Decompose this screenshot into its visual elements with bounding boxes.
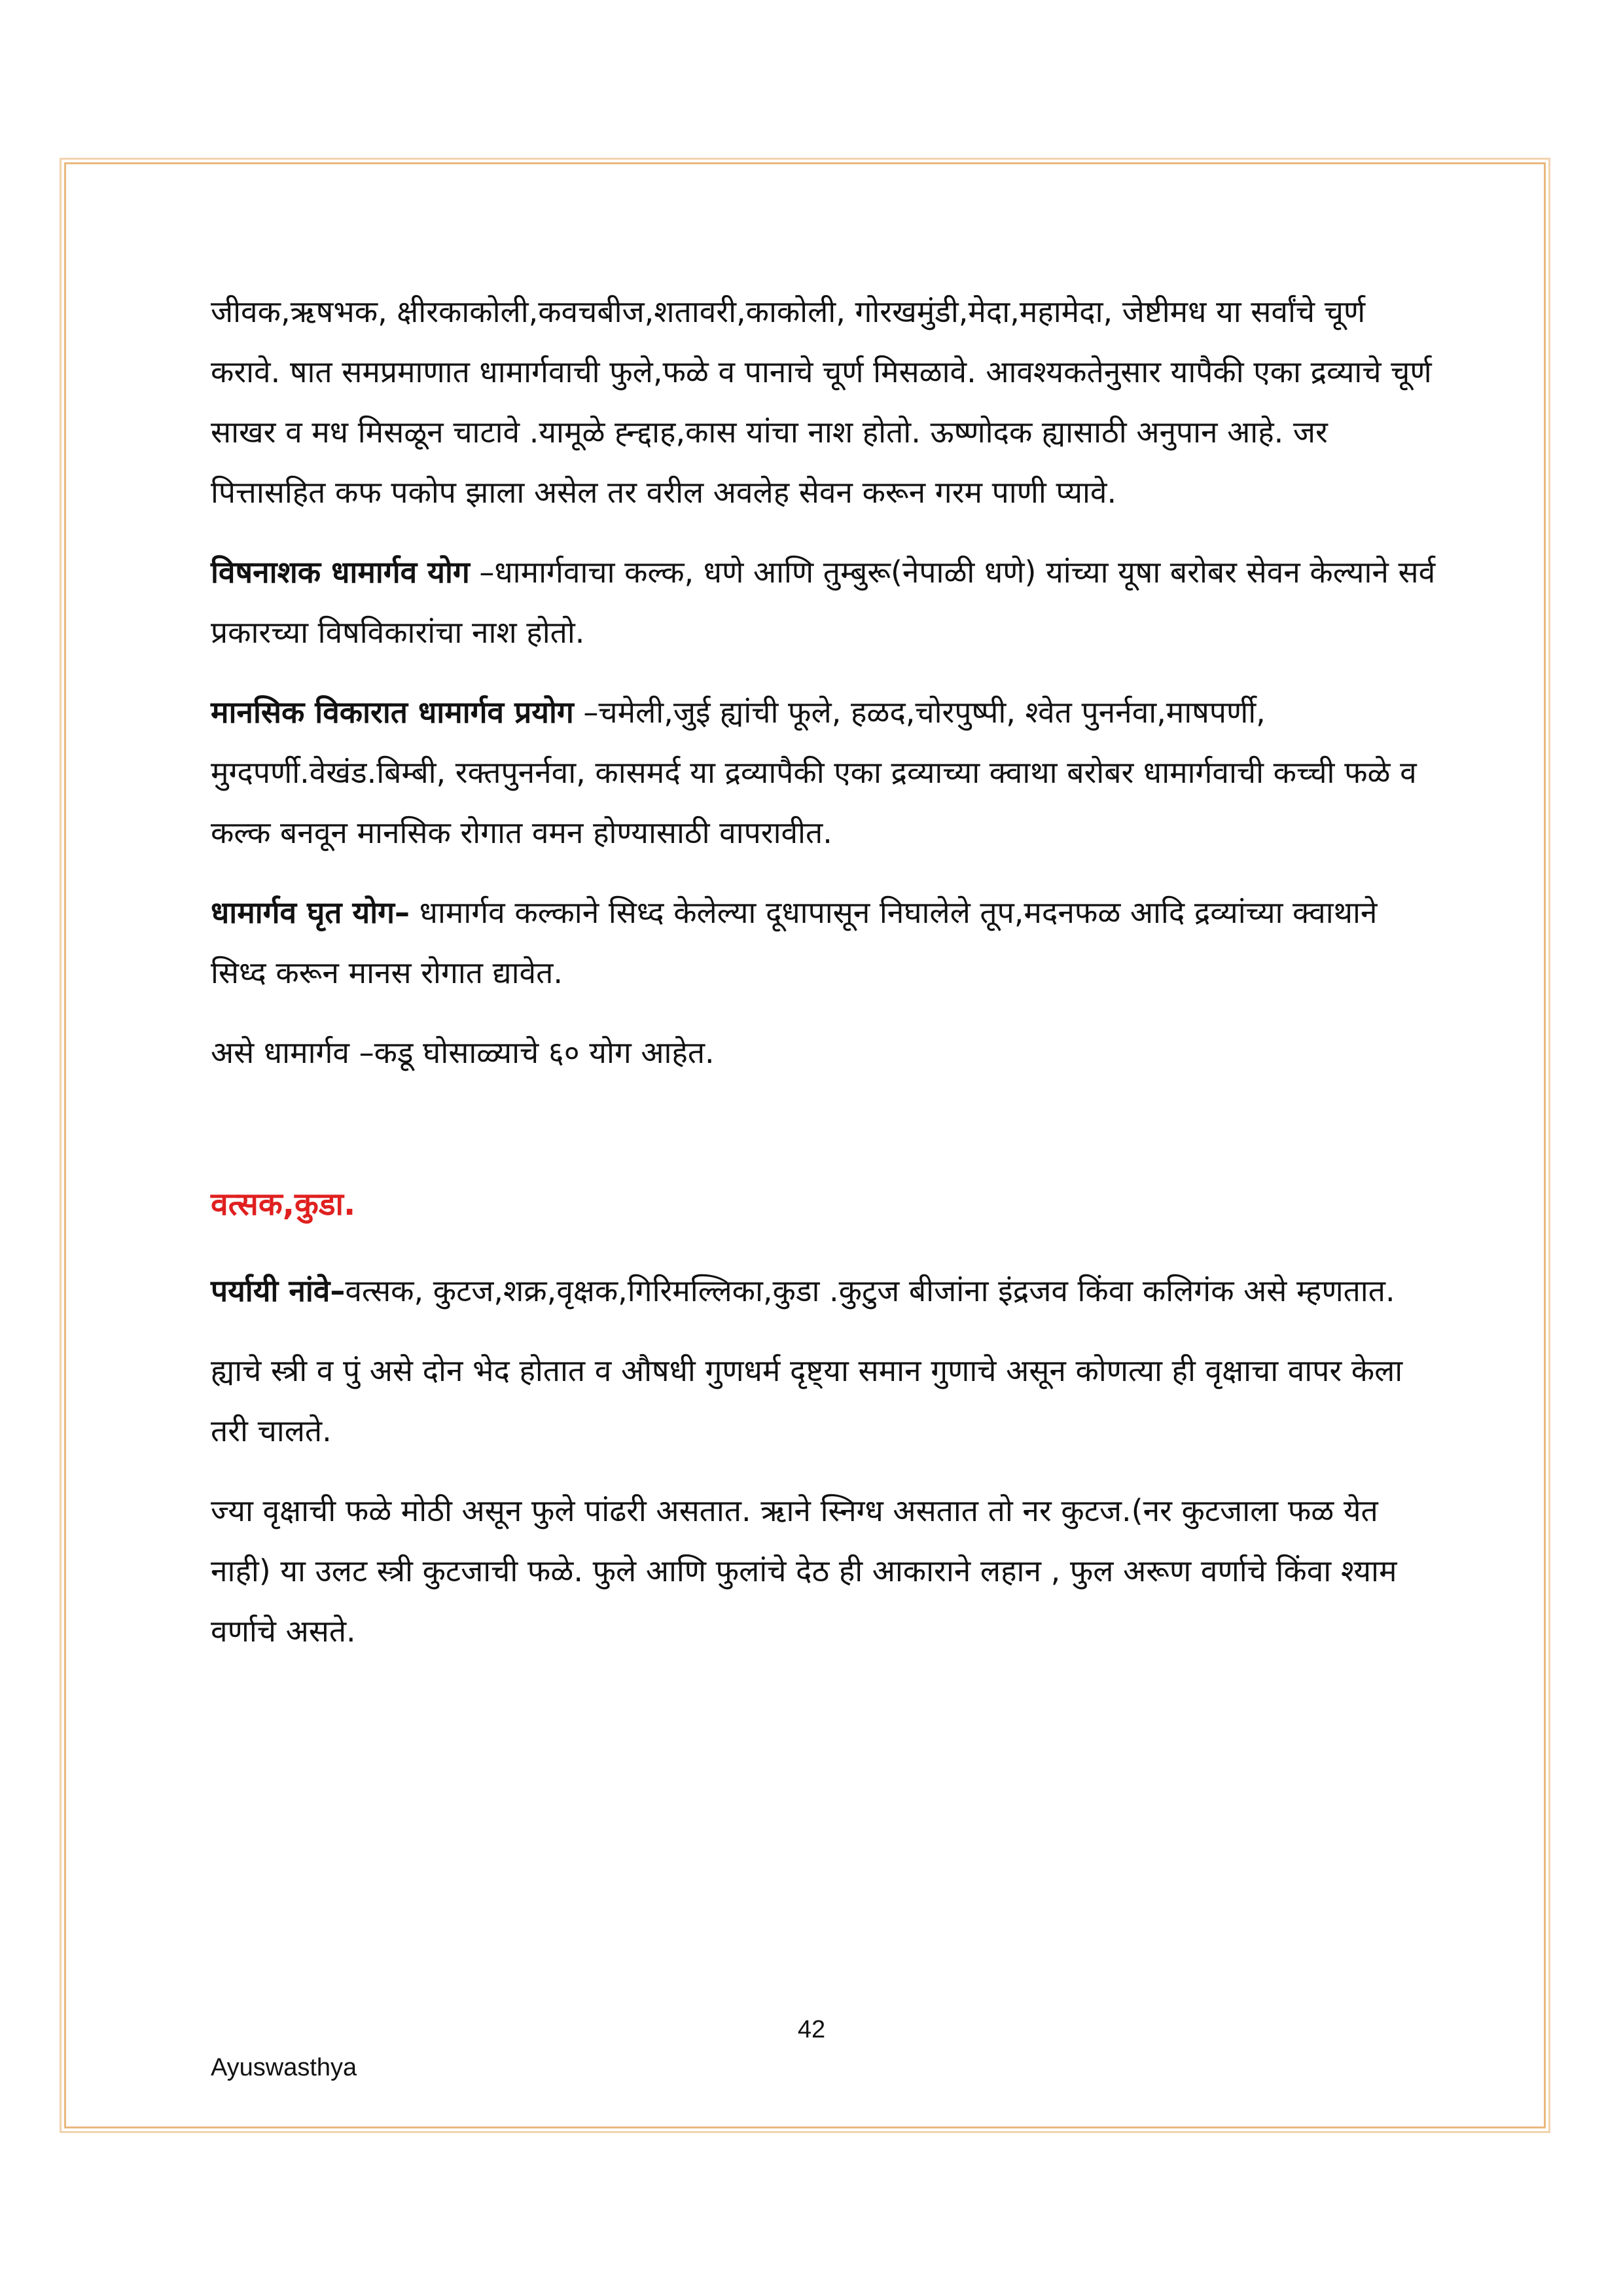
paragraph-manasik-prayog <box>211 682 1441 863</box>
paragraph-text: वत्सक, कुटज,शक्र,वृक्षक,गिरिमल्लिका,कुडा .कुटुज बीजांना इंद्रजव किंवा कलिगंक असे म्हणतात. <box>345 1273 1395 1308</box>
paragraph-text: असे धामार्गव –कडू घोसाळ्याचे ६० योग आहेत. <box>211 1035 715 1070</box>
paragraph-text: जीवक,ऋषभक, क्षीरकाकोली,कवचबीज,शतावरी,काकोली, गोरखमुंडी,मेदा,महामेदा, जेष्टीमध या सर्वांचे चूर्ण करावे. षात समप्रमाणात धामार्गवाची फुले,फळे व पानाचे चूर्ण मिसळावे. आवश्यकतेनुसार यापैकी एका द्रव्याचे चूर्ण साखर व मध मिसळून चाटावे .यामूळे ह्न्द्दाह,कास यांचा नाश होतो. ऊष्णोदक ह्यासाठी अनुपान आहे. जर पित्तासहित कफ पकोप झाला असेल तर वरील अवलेह सेवन करून गरम पाणी प्यावे. <box>211 294 1432 510</box>
paragraph-text: –चमेली,जुई ह्यांची फूले, हळद,चोरपुष्पी, श्वेत पुनर्नवा,माषपर्णी, मुग्दपर्णी.वेखंड.बिम्बी, रक्तपुनर्नवा, कासमर्द या द्रव्यापैकी एका द्रव्याच्या क्वाथा बरोबर धामार्गवाची कच्ची फळे व कल्क बनवून मानसिक रोगात वमन होण्यासाठी वापरावीत. <box>211 694 1417 850</box>
paragraph-text: धामार्गव कल्काने सिध्द केलेल्या दूधापासून निघालेले तूप,मदनफळ आदि द्रव्यांच्या क्वाथाने सिध्द करून मानस रोगात द्यावेत. <box>211 895 1378 990</box>
page-content <box>211 281 1441 1681</box>
paragraph-heading: धामार्गव घृत योग– <box>211 895 410 930</box>
paragraph-types <box>211 1340 1441 1461</box>
paragraph-summary <box>211 1022 1441 1083</box>
paragraph-avaleha <box>211 281 1441 522</box>
paragraph-heading: विषनाशक धामार्गव योग <box>211 554 470 590</box>
paragraph-text: –धामार्गवाचा कल्क, धणे आणि तुम्बुरू(नेपाळी धणे) यांच्या यूषा बरोबर सेवन केल्याने सर्व प्रकारच्या विषविकारांचा नाश होतो. <box>211 554 1436 650</box>
paragraph-synonyms <box>211 1261 1441 1321</box>
paragraph-ghrit-yog <box>211 882 1441 1003</box>
footer-brand: Ayuswasthya <box>211 2054 357 2081</box>
paragraph-description <box>211 1480 1441 1661</box>
page-number: 42 <box>797 2016 826 2043</box>
paragraph-heading: मानसिक विकारात धामार्गव प्रयोग <box>211 694 574 730</box>
paragraph-text: ज्या वृक्षाची फळे मोठी असून फुले पांढरी असतात. ऋाने स्निग्ध असतात तो नर कुटज.(नर कुटजाला फळ येत नाही) या उलट स्त्री कुटजाची फळे. फुले आणि फुलांचे देठ ही आकाराने लहान , फुल अरूण वर्णाचे किंवा श्याम वर्णाचे असते. <box>211 1493 1397 1649</box>
paragraph-heading: पर्यायी नांवे– <box>211 1273 346 1308</box>
paragraph-vishanashak-yog <box>211 542 1441 662</box>
section-heading-vatsak: वत्सक,कुडा. <box>211 1186 356 1223</box>
paragraph-text: ह्याचे स्त्री व पुं असे दोन भेद होतात व औषधी गुणधर्म दृष्ट्या समान गुणाचे असून कोणत्या ही वृक्षाचा वापर केला तरी चालते. <box>211 1353 1403 1448</box>
